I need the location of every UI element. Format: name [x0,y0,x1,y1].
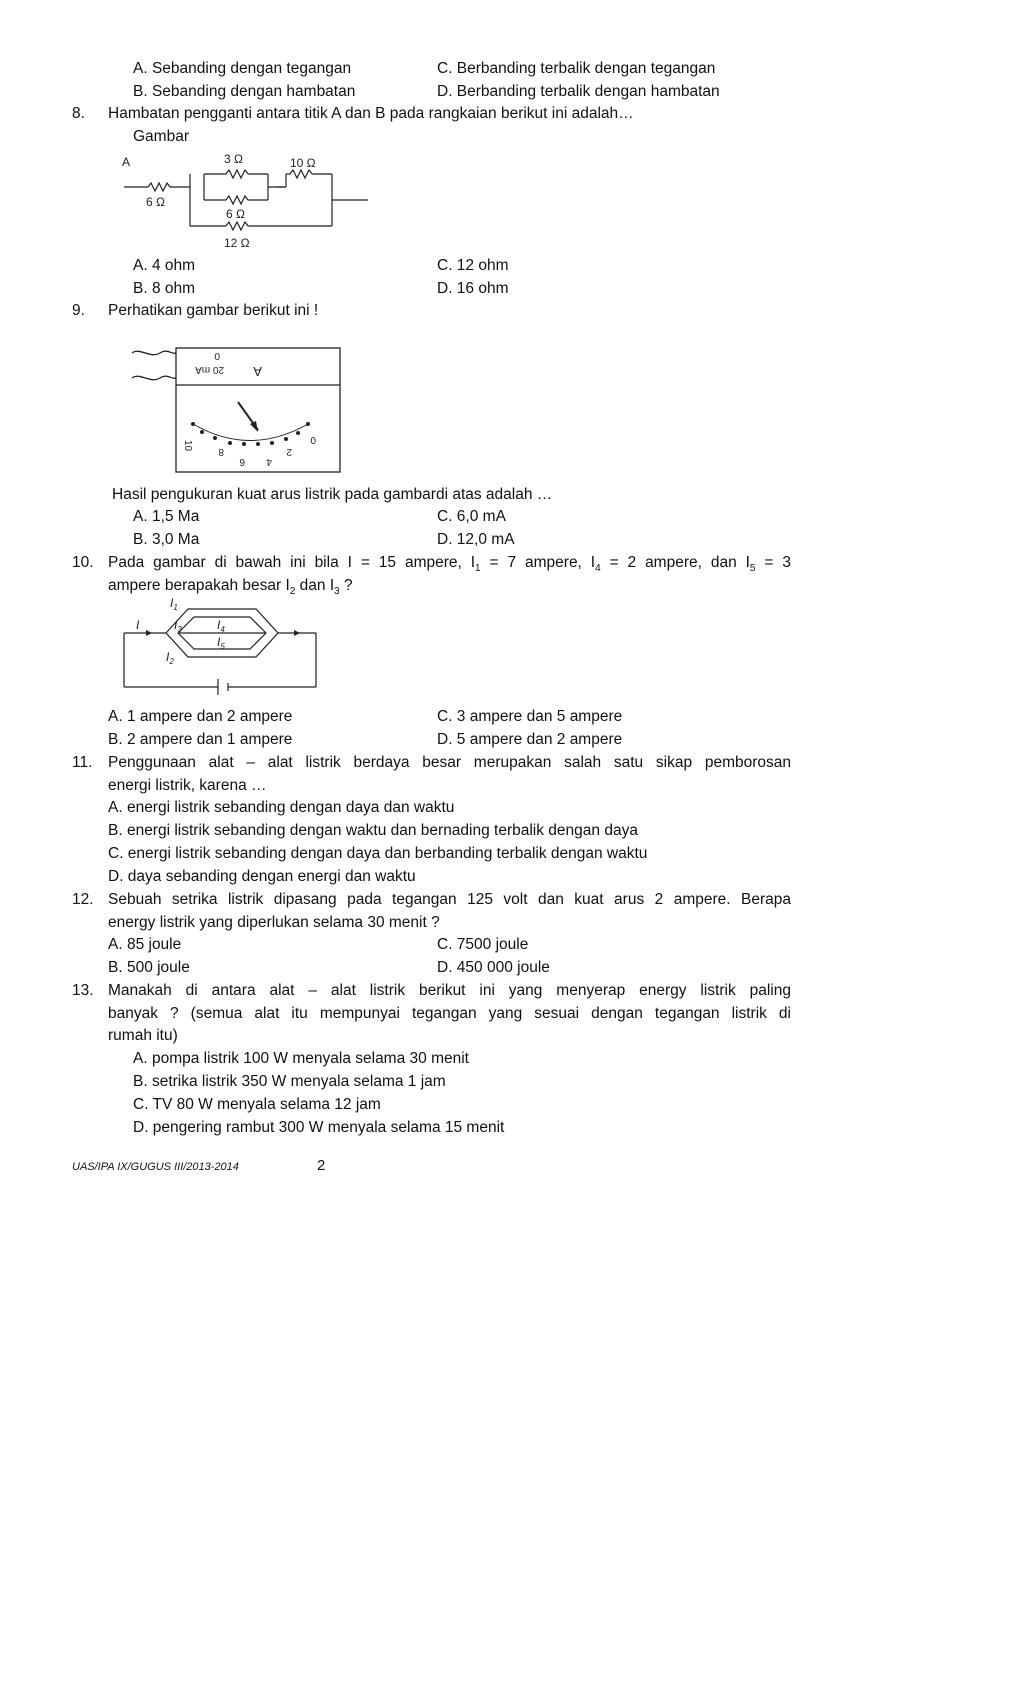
q9-scale-zero-top: 0 [214,350,220,361]
q10-current-i3: $I_3$ [174,618,182,634]
q10-number: 10. [72,554,94,571]
q8-point-a-label: A [122,155,131,169]
q13-option-d: D. pengering rambut 300 W menyala selama 15 menit [133,1119,505,1136]
q8-resistor-6-middle: 6 Ω [226,207,245,221]
q10-current-i1: $I_1$ [170,596,178,612]
q10-current-i5: $I_5$ [217,635,225,651]
q11-option-c: C. energi listrik sebanding dengan daya dan berbanding terbalik dengan waktu [108,845,648,862]
q12-text-line-2: energy listrik yang diperlukan selama 30 menit ? [108,914,440,931]
q9-scale-0: 0 [310,434,316,445]
q8-resistor-6-left: 6 Ω [146,195,165,209]
q13-option-a: A. pompa listrik 100 W menyala selama 30 menit [133,1050,469,1067]
q11-text-line-1: Penggunaan alat – alat listrik berdaya besar merupakan salah satu sikap pemborosan [108,754,791,771]
q11-option-d: D. daya sebanding dengan energi dan waktu [108,868,416,885]
q11-option-a: A. energi listrik sebanding dengan daya dan waktu [108,799,455,816]
q8-resistor-10: 10 Ω [290,156,316,170]
q8-option-a: A. 4 ohm [133,257,196,274]
q10-text-line-2: ampere berapakah besar $I_2$ dan $I_3$ ? [108,577,353,598]
q8-number: 8. [72,105,85,122]
q9-option-c: C. 6,0 mA [437,508,506,525]
q9-ammeter-figure [130,345,345,475]
q10-current-i: I [136,618,140,632]
q9-meter-unit-label: A [253,364,262,379]
q13-text-line-2: banyak ? (semua alat itu mempunyai tegangan yang sesuai dengan tegangan listrik di [108,1005,791,1022]
q8-gambar-label: Gambar [133,128,189,145]
q10-text-line-1: Pada gambar di bawah ini bila I = 15 ampere, $I_1 = 7$ ampere, $I_4 = 2$ ampere, dan $I_5 = 3$ [108,554,791,575]
q8-circuit-diagram [118,150,378,255]
q9-scale-6: 6 [239,456,245,467]
q7-option-a: A. Sebanding dengan tegangan [133,60,352,77]
q9-scale-2: 2 [286,446,292,457]
q10-current-diagram [122,597,322,697]
page-number: 2 [317,1157,326,1174]
q8-text: Hambatan pengganti antara titik A dan B pada rangkaian berikut ini adalah… [108,105,634,122]
q9-text: Perhatikan gambar berikut ini ! [108,302,319,319]
q13-option-c: C. TV 80 W menyala selama 12 jam [133,1096,381,1113]
q12-option-a: A. 85 joule [108,936,182,953]
q8-resistor-12: 12 Ω [224,236,250,250]
q13-text-line-1: Manakah di antara alat – alat listrik berikut ini yang menyerap energy listrik paling [108,982,791,999]
q10-option-b: B. 2 ampere dan 1 ampere [108,731,293,748]
q8-option-c: C. 12 ohm [437,257,509,274]
q9-option-a: A. 1,5 Ma [133,508,200,525]
q13-text-line-3: rumah itu) [108,1027,178,1044]
q10-current-i2: $I_2$ [166,650,174,666]
q12-option-c: C. 7500 joule [437,936,529,953]
q11-text-line-2: energi listrik, karena … [108,777,267,794]
q8-option-b: B. 8 ohm [133,280,196,297]
q9-number: 9. [72,302,85,319]
q9-scale-4: 4 [266,456,272,467]
q11-number: 11. [72,754,93,771]
footer-exam-code: UAS/IPA IX/GUGUS III/2013-2014 [72,1161,239,1173]
q9-result-text: Hasil pengukuran kuat arus listrik pada gambardi atas adalah … [112,486,553,503]
q10-option-a: A. 1 ampere dan 2 ampere [108,708,293,725]
q7-option-b: B. Sebanding dengan hambatan [133,83,356,100]
q13-option-b: B. setrika listrik 350 W menyala selama 1 jam [133,1073,446,1090]
q12-number: 12. [72,891,94,908]
q10-option-d: D. 5 ampere dan 2 ampere [437,731,623,748]
q9-option-b: B. 3,0 Ma [133,531,200,548]
q12-text-line-1: Sebuah setrika listrik dipasang pada tegangan 125 volt dan kuat arus 2 ampere. Berapa [108,891,791,908]
q10-option-c: C. 3 ampere dan 5 ampere [437,708,623,725]
q10-current-i4: $I_4$ [217,618,225,634]
q13-number: 13. [72,982,94,999]
q8-option-d: D. 16 ohm [437,280,509,297]
q11-option-b: B. energi listrik sebanding dengan waktu dan bernading terbalik dengan daya [108,822,638,839]
q9-scale-10: 10 [182,440,193,452]
q7-option-c: C. Berbanding terbalik dengan tegangan [437,60,716,77]
q9-meter-range-label: 20 mA [195,364,224,375]
q12-option-d: D. 450 000 joule [437,959,550,976]
q9-option-d: D. 12,0 mA [437,531,515,548]
q7-option-d: D. Berbanding terbalik dengan hambatan [437,83,720,100]
q8-resistor-3: 3 Ω [224,152,243,166]
q9-scale-8: 8 [218,446,224,457]
q12-option-b: B. 500 joule [108,959,190,976]
